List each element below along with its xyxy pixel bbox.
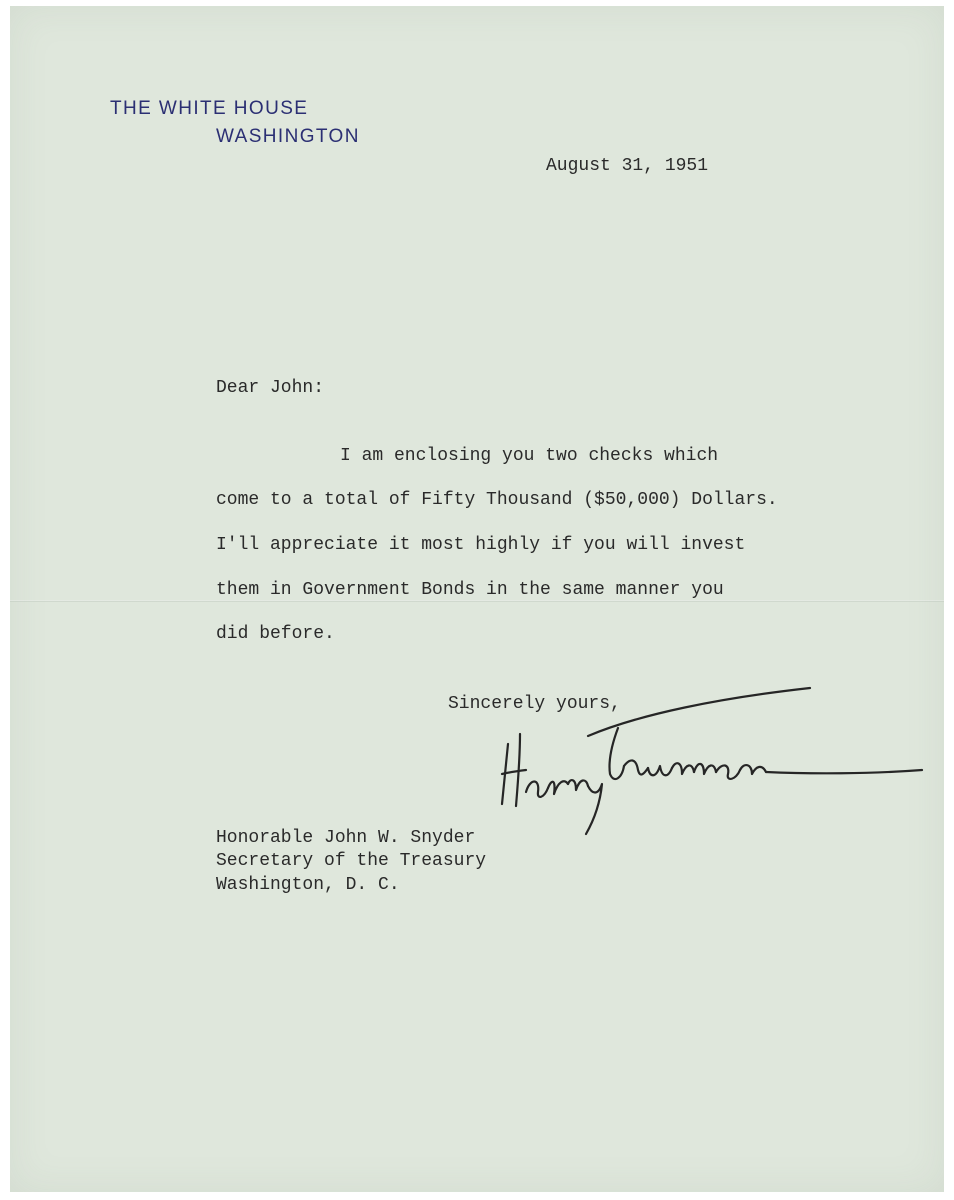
letterhead-city: WASHINGTON bbox=[216, 126, 360, 147]
letter-date: August 31, 1951 bbox=[546, 156, 709, 176]
handwritten-signature bbox=[490, 674, 930, 844]
letter-sheet bbox=[10, 6, 944, 1192]
body-line: come to a total of Fifty Thousand ($50,000) Dollars. bbox=[216, 490, 778, 510]
body-line: did before. bbox=[216, 624, 335, 644]
letterhead-title: THE WHITE HOUSE bbox=[110, 98, 309, 119]
body-line: them in Government Bonds in the same manner you bbox=[216, 580, 724, 600]
salutation: Dear John: bbox=[216, 378, 325, 398]
body-line: I'll appreciate it most highly if you will invest bbox=[216, 535, 746, 555]
recipient-title: Secretary of the Treasury bbox=[216, 851, 487, 871]
recipient-city: Washington, D. C. bbox=[216, 875, 400, 895]
body-line: I am enclosing you two checks which bbox=[340, 446, 719, 466]
recipient-name: Honorable John W. Snyder bbox=[216, 828, 476, 848]
fold-crease bbox=[10, 600, 944, 602]
closing: Sincerely yours, bbox=[448, 694, 621, 714]
